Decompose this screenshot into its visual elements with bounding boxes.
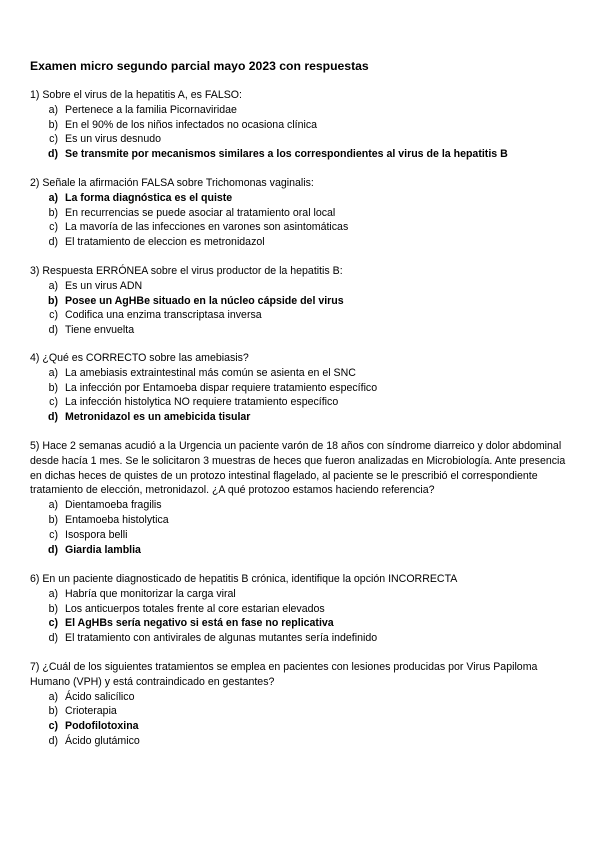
option-b-correct: b) Posee un AgHBe situado en la núcleo cápside del virus (48, 294, 344, 307)
question-7 (30, 660, 575, 749)
option-list (30, 191, 575, 250)
option-d: d) Tiene envuelta (48, 324, 135, 337)
page-title: Examen micro segundo parcial mayo 2023 con respuestas (30, 59, 369, 73)
question-text: 1) Sobre el virus de la hepatitis A, es FALSO: (30, 89, 242, 101)
question-text: 6) En un paciente diagnosticado de hepatitis B crónica, identifique la opción INCORRECTA (30, 573, 458, 585)
option-b: b) La infección por Entamoeba dispar requiere tratamiento específico (48, 381, 378, 394)
option-a-correct: a) La forma diagnóstica es el quiste (48, 191, 233, 204)
question-1 (30, 88, 575, 162)
option-list (30, 690, 575, 749)
option-a: a) Es un virus ADN (48, 279, 143, 292)
option-list (30, 587, 575, 646)
option-list (30, 498, 575, 557)
question-text: 5) Hace 2 semanas acudió a la Urgencia un paciente varón de 18 años con síndrome diarreico y dolor abdominal desde hacía 1 mes. Se le solicitaron 3 muestras de heces que fueron analizadas en Microbiología. Ante presencia en dichas heces de quistes de un protozo intestinal flagelado, al paciente se le prescribió el correspondiente tratamiento de elección, metronidazol. ¿A qué protozoo estamos haciendo referencia? (30, 440, 566, 497)
option-list (30, 279, 575, 338)
question-2 (30, 176, 575, 250)
option-c-correct: c) El AgHBs sería negativo si está en fase no replicativa (48, 617, 334, 630)
question-5 (30, 439, 575, 557)
option-d: d) El tratamiento con antivirales de algunas mutantes sería indefinido (48, 632, 378, 645)
question-6 (30, 572, 575, 646)
option-c: c) Es un virus desnudo (49, 133, 161, 146)
option-a: a) Pertenece a la familia Picornaviridae (48, 103, 237, 116)
option-a: a) Dientamoeba fragilis (48, 499, 162, 512)
option-b: b) Los anticuerpos totales frente al core estarian elevados (48, 602, 325, 615)
option-a: a) Ácido salicílico (48, 690, 135, 703)
option-d-correct: d) Giardia lamblia (48, 543, 141, 556)
option-b: b) Entamoeba histolytica (48, 513, 169, 526)
question-4 (30, 351, 575, 425)
question-text: 3) Respuesta ERRÓNEA sobre el virus productor de la hepatitis B: (30, 265, 343, 277)
option-a: a) La amebiasis extraintestinal más común se asienta en el SNC (48, 366, 356, 379)
option-c: c) Codifica una enzima transcriptasa inversa (49, 309, 262, 322)
option-c: c) La mavoría de las infecciones en varones son asintomáticas (49, 221, 349, 234)
option-c: c) Isospora belli (49, 528, 128, 541)
option-list (30, 103, 575, 162)
option-b: b) En recurrencias se puede asociar al tratamiento oral local (48, 206, 336, 219)
option-d: d) Ácido glutámico (48, 734, 140, 747)
option-b: b) En el 90% de los niños infectados no ocasiona clínica (48, 118, 318, 131)
question-3 (30, 264, 575, 338)
option-c: c) La infección histolytica NO requiere tratamiento específico (49, 396, 339, 409)
option-c-correct: c) Podofilotoxina (48, 720, 139, 733)
question-text: 7) ¿Cuál de los siguientes tratamientos se emplea en pacientes con lesiones producidas por Virus Papiloma Humano (VPH) y está contraindicado en gestantes? (30, 661, 538, 688)
option-d-correct: d) Se transmite por mecanismos similares a los correspondientes al virus de la hepatitis B (48, 148, 508, 161)
option-b: b) Crioterapia (48, 705, 117, 718)
option-d-correct: d) Metronidazol es un amebicida tisular (48, 411, 251, 424)
option-a: a) Habría que monitorizar la carga viral (48, 587, 236, 600)
option-d: d) El tratamiento de eleccion es metronidazol (48, 236, 265, 249)
option-list (30, 366, 575, 425)
question-text: 4) ¿Qué es CORRECTO sobre las amebiasis? (30, 352, 249, 364)
question-text: 2) Señale la afirmación FALSA sobre Trichomonas vaginalis: (30, 177, 314, 189)
